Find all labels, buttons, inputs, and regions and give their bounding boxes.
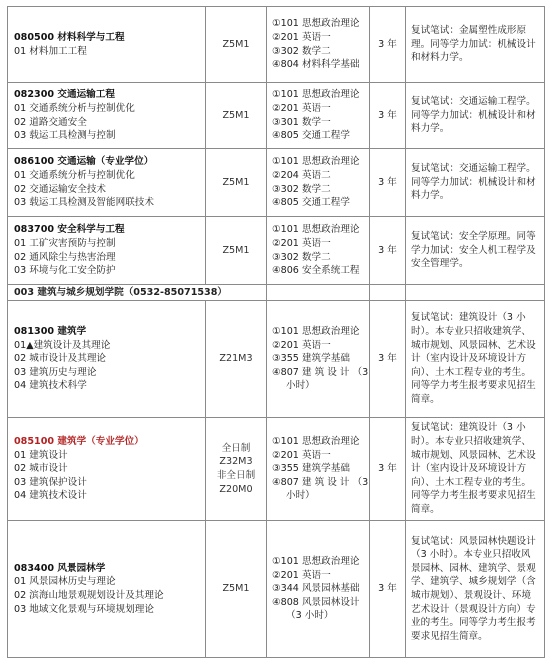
research-direction: 03 地域文化景观与环境规划理论 [14, 603, 154, 615]
enrollment-code-cell [206, 521, 267, 658]
admissions-table [7, 6, 545, 658]
exam-subject: ②201 英语一 [272, 449, 331, 461]
major-title: 080500 材料科学与工程 [14, 31, 125, 43]
exam-subjects-cell [267, 217, 370, 285]
program-row [8, 149, 545, 217]
research-direction: 02 滨海山地景观规划设计及其理论 [14, 590, 164, 601]
research-direction: 03 建筑保护设计 [14, 476, 87, 488]
program-row [8, 301, 545, 418]
major-cell [8, 83, 206, 149]
notes-text: 复试笔试：风景园林快题设计（3 小时）。本专业只招收风景园林、园林、建筑学、景观学、建筑学、城乡规划学（含城市规划）、景观设计、环境艺术设计（景观设计方向）专业的考生。同等学力考生报考要求见招生简章。 [411, 535, 536, 642]
enrollment-code-cell [206, 149, 267, 217]
exam-subject: ③301 数学一 [272, 116, 331, 128]
notes-text: 复试笔试：金属塑性成形原理。同等学力加试：机械设计和材料力学。 [411, 25, 536, 64]
research-direction: 03 载运工具检测及智能网联技术 [14, 197, 154, 209]
exam-subject: ③355 建筑学基础 [272, 353, 350, 365]
exam-subject: ②201 英语一 [272, 102, 331, 114]
exam-subject: ③302 数学二 [272, 45, 331, 57]
study-length: 3 年 [370, 149, 406, 217]
study-length: 3 年 [370, 7, 406, 83]
enrollment-code: Z5M1 [222, 109, 250, 121]
exam-subject: ①101 思想政治理论 [272, 326, 360, 338]
exam-subject: ①101 思想政治理论 [272, 556, 360, 568]
exam-subject: ④807 建 筑 设 计 （3 [272, 476, 369, 488]
major-title: 085100 建筑学（专业学位） [14, 436, 144, 448]
enrollment-code-cell [206, 83, 267, 149]
program-row [8, 521, 545, 658]
notes-text: 复试笔试：安全学原理。同等学力加试：安全人机工程学及安全管理学。 [411, 231, 536, 270]
empty-cell [267, 285, 370, 301]
exam-subject: ③344 风景园林基础 [272, 583, 360, 595]
notes-text: 复试笔试：交通运输工程学。同等学力加试：机械设计和材料力学。 [411, 163, 536, 202]
study-length: 3 年 [370, 217, 406, 285]
major-title: 083700 安全科学与工程 [14, 224, 125, 236]
exam-subjects-cell [267, 83, 370, 149]
exam-subject: ①101 思想政治理论 [272, 18, 360, 30]
major-cell [8, 149, 206, 217]
enrollment-code: Z20M0 [219, 483, 253, 495]
program-row [8, 7, 545, 83]
research-direction: 04 建筑技术科学 [14, 380, 87, 392]
exam-subject: ①101 思想政治理论 [272, 436, 360, 448]
exam-subject: （3 小时） [286, 610, 334, 622]
research-direction: 01 风景园林历史与理论 [14, 576, 116, 588]
notes-text: 复试笔试：建筑设计（3 小时）。本专业只招收建筑学、城市规划、风景园林、艺术设计（室内设计及环境设计方向）、土木工程专业的考生。同等学力考生报考要求见招生简章。 [411, 312, 536, 405]
major-cell [8, 7, 206, 83]
enrollment-code-cell [206, 301, 267, 418]
exam-subject: ①101 思想政治理论 [272, 156, 360, 168]
research-direction: 01 交通系统分析与控制优化 [14, 169, 135, 181]
notes-cell [406, 521, 545, 658]
major-title: 081300 建筑学 [14, 326, 87, 338]
exam-subject: ④806 安全系统工程 [272, 265, 360, 277]
major-cell [8, 418, 206, 521]
exam-subject: ④808 风景园林设计 [272, 596, 360, 608]
exam-subject: ②201 英语一 [272, 237, 331, 249]
study-length: 3 年 [370, 301, 406, 418]
research-direction: 02 城市设计 [14, 463, 68, 475]
notes-text: 复试笔试：交通运输工程学。同等学力加试：机械设计和材料力学。 [411, 96, 536, 135]
exam-subject: ③302 数学二 [272, 251, 331, 263]
enrollment-code: 非全日制 [216, 470, 256, 481]
notes-cell [406, 83, 545, 149]
major-cell [8, 521, 206, 658]
major-cell [8, 301, 206, 418]
enrollment-code: Z5M1 [222, 38, 250, 50]
exam-subject: ①101 思想政治理论 [272, 89, 360, 101]
enrollment-code: Z21M3 [219, 353, 253, 365]
enrollment-code: Z32M3 [219, 456, 253, 468]
program-row [8, 217, 545, 285]
enrollment-code: Z5M1 [222, 583, 250, 595]
exam-subject: ④805 交通工程学 [272, 197, 350, 209]
exam-subject: ④805 交通工程学 [272, 130, 350, 142]
research-direction: 01 工矿灾害预防与控制 [14, 237, 116, 249]
exam-subjects-cell [267, 301, 370, 418]
research-direction: 01▲建筑设计及其理论 [14, 339, 111, 351]
notes-cell [406, 149, 545, 217]
program-row [8, 83, 545, 149]
empty-cell [406, 285, 545, 301]
exam-subject: 小时） [286, 380, 315, 392]
enrollment-code-cell [206, 418, 267, 521]
enrollment-code: Z5M1 [222, 244, 250, 256]
notes-cell [406, 217, 545, 285]
exam-subject: ②201 英语一 [272, 569, 331, 581]
major-title: 083400 风景园林学 [14, 562, 106, 574]
notes-text: 复试笔试：建筑设计（3 小时）。本专业只招收建筑学、城市规划、风景园林、艺术设计（室内设计及环境设计方向）、土木工程专业的考生。同等学力考生报考要求见招生简章。 [411, 422, 536, 515]
research-direction: 01 建筑设计 [14, 449, 68, 461]
exam-subject: ④807 建 筑 设 计 （3 [272, 366, 369, 378]
exam-subject: 小时） [286, 490, 315, 502]
exam-subject: ②201 英语一 [272, 339, 331, 351]
research-direction: 04 建筑技术设计 [14, 490, 87, 502]
exam-subject: ②204 英语二 [272, 169, 331, 181]
major-cell [8, 217, 206, 285]
enrollment-code-cell [206, 7, 267, 83]
research-direction: 01 材料加工工程 [14, 45, 87, 57]
department-row [8, 285, 545, 301]
notes-cell [406, 301, 545, 418]
major-title: 086100 交通运输（专业学位） [14, 156, 154, 168]
exam-subject: ④804 材料科学基础 [272, 59, 360, 71]
research-direction: 03 载运工具检测与控制 [14, 130, 116, 142]
notes-cell [406, 7, 545, 83]
exam-subject: ②201 英语一 [272, 31, 331, 43]
enrollment-code: Z5M1 [222, 176, 250, 188]
enrollment-code-cell [206, 217, 267, 285]
research-direction: 02 城市设计及其理论 [14, 353, 107, 365]
department-title: 003 建筑与城乡规划学院（0532-85071538） [8, 285, 267, 301]
empty-cell [370, 285, 406, 301]
major-title: 082300 交通运输工程 [14, 89, 115, 101]
research-direction: 02 通风除尘与热害治理 [14, 251, 116, 263]
research-direction: 02 交通运输安全技术 [14, 183, 107, 195]
research-direction: 03 建筑历史与理论 [14, 366, 97, 378]
research-direction: 01 交通系统分析与控制优化 [14, 102, 135, 114]
admissions-table-body [8, 7, 545, 658]
study-length: 3 年 [370, 521, 406, 658]
research-direction: 02 道路交通安全 [14, 116, 87, 128]
research-direction: 03 环境与化工安全防护 [14, 265, 116, 277]
exam-subject: ③302 数学二 [272, 183, 331, 195]
exam-subjects-cell [267, 7, 370, 83]
program-row [8, 418, 545, 521]
exam-subject: ①101 思想政治理论 [272, 224, 360, 236]
enrollment-code: 全日制 [221, 442, 251, 454]
exam-subjects-cell [267, 521, 370, 658]
notes-cell [406, 418, 545, 521]
study-length: 3 年 [370, 418, 406, 521]
exam-subject: ③355 建筑学基础 [272, 463, 350, 475]
exam-subjects-cell [267, 149, 370, 217]
study-length: 3 年 [370, 83, 406, 149]
exam-subjects-cell [267, 418, 370, 521]
